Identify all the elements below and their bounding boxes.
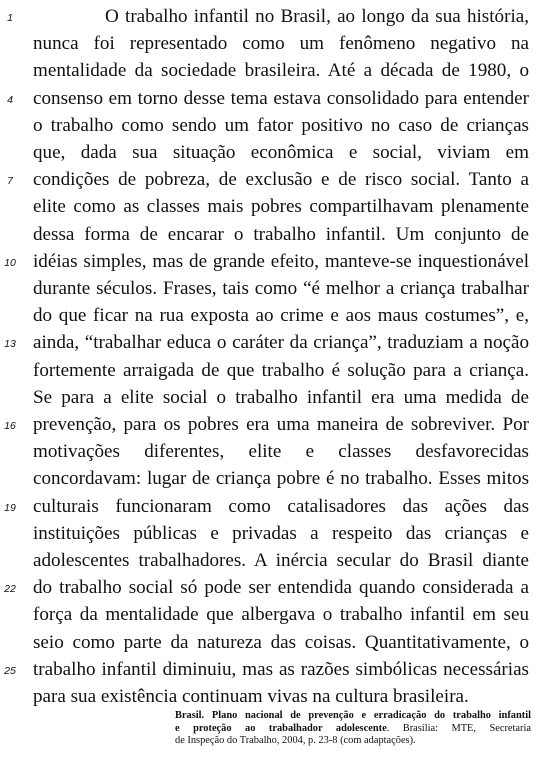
line-text: O trabalho infantil no Brasil, ao longo da sua história, <box>105 6 529 27</box>
line-text: Se para a elite social o trabalho infantil era uma medida de <box>33 386 529 408</box>
line-text: consenso em torno desse tema estava consolidado para entender <box>33 87 529 109</box>
line-text: culturais funcionaram como catalisadores das ações das <box>33 495 529 517</box>
text-line <box>0 438 537 465</box>
citation-title-line-1: Brasil. Plano nacional de prevenção e erradicação do trabalho infantil <box>175 710 531 721</box>
line-text: adolescentes trabalhadores. A inércia secular do Brasil diante <box>33 550 529 571</box>
line-text: elite como as classes mais pobres compartilhavam plenamente <box>33 196 529 218</box>
text-line <box>0 193 537 220</box>
text-line <box>0 57 537 84</box>
text-line <box>0 166 537 193</box>
line-text: força da mentalidade que albergava o trabalho infantil em seu <box>33 604 529 626</box>
line-number: 22 <box>4 583 16 596</box>
text-line <box>0 683 537 710</box>
text-line <box>0 3 537 30</box>
line-number: 19 <box>4 501 16 514</box>
text-line <box>0 357 537 384</box>
line-text: do trabalho social só pode ser entendida quando considerada a <box>33 577 529 599</box>
line-text: instituições públicas e privadas a respeito das crianças e <box>33 522 529 544</box>
citation <box>175 710 531 748</box>
line-number: 7 <box>7 175 13 188</box>
citation-line-3: de Inspeção do Trabalho, 2004, p. 23-8 (com adaptações). <box>175 735 416 747</box>
line-text: dessa forma de encarar o trabalho infantil. Um conjunto de <box>33 223 529 245</box>
citation-line-2 <box>175 723 531 736</box>
text-line <box>0 302 537 329</box>
line-text: que, dada sua situação econômica e social, viviam em <box>33 142 529 163</box>
text-line <box>0 520 537 547</box>
text-line <box>0 629 537 656</box>
line-text: do que ficar na rua exposta ao crime e aos maus costumes”, e, <box>33 305 529 327</box>
line-text: concordavam: lugar de criança pobre é no trabalho. Esses mitos <box>33 468 529 490</box>
line-number: 4 <box>7 93 13 106</box>
citation-title-line-2: e proteção ao trabalhador adolescente <box>175 722 387 734</box>
line-text: o trabalho como sendo um fator positivo no caso de crianças <box>33 114 529 136</box>
line-number: 10 <box>4 256 16 269</box>
text-line <box>0 411 537 438</box>
line-text: fortemente arraigada de que trabalho é solução para a criança. <box>33 359 529 381</box>
text-line <box>0 329 537 356</box>
text-line <box>0 384 537 411</box>
line-number: 25 <box>4 664 16 677</box>
line-text: ainda, “trabalhar educa o caráter da criança”, traduziam a noção <box>33 332 529 354</box>
line-text: seio como parte da natureza das coisas. Quantitativamente, o <box>33 631 529 653</box>
line-text: mentalidade da sociedade brasileira. Até a década de 1980, o <box>33 60 529 82</box>
text-line <box>0 574 537 601</box>
text-line <box>0 221 537 248</box>
text-line <box>0 275 537 302</box>
text-line <box>0 601 537 628</box>
line-text: nunca foi representado como um fenômeno negativo na <box>33 33 529 55</box>
line-text: prevenção, para os pobres era uma maneira de sobreviver. Por <box>33 414 529 435</box>
text-line <box>0 139 537 166</box>
line-text: condições de pobreza, de exclusão e de risco social. Tanto a <box>33 169 529 191</box>
text-line <box>0 30 537 57</box>
line-number: 1 <box>7 12 13 24</box>
text-line <box>0 465 537 492</box>
text-line <box>0 656 537 683</box>
text-line <box>0 112 537 139</box>
text-line <box>0 493 537 520</box>
line-number: 16 <box>4 420 16 432</box>
citation-publisher: . Brasília: MTE, Secretaria <box>386 722 531 734</box>
line-text: durante séculos. Frases, tais como “é melhor a criança trabalhar <box>33 278 529 299</box>
line-number: 13 <box>4 338 16 351</box>
line-text: motivações diferentes, elite e classes desfavorecidas <box>33 441 529 463</box>
text-line <box>0 248 537 275</box>
line-text: idéias simples, mas de grande efeito, manteve-se inquestionável <box>33 250 529 272</box>
text-line <box>0 547 537 574</box>
line-text: para sua existência continuam vivas na cultura brasileira. <box>33 686 469 707</box>
text-line <box>0 85 537 112</box>
line-text: trabalho infantil diminuiu, mas as razões simbólicas necessárias <box>33 658 529 680</box>
